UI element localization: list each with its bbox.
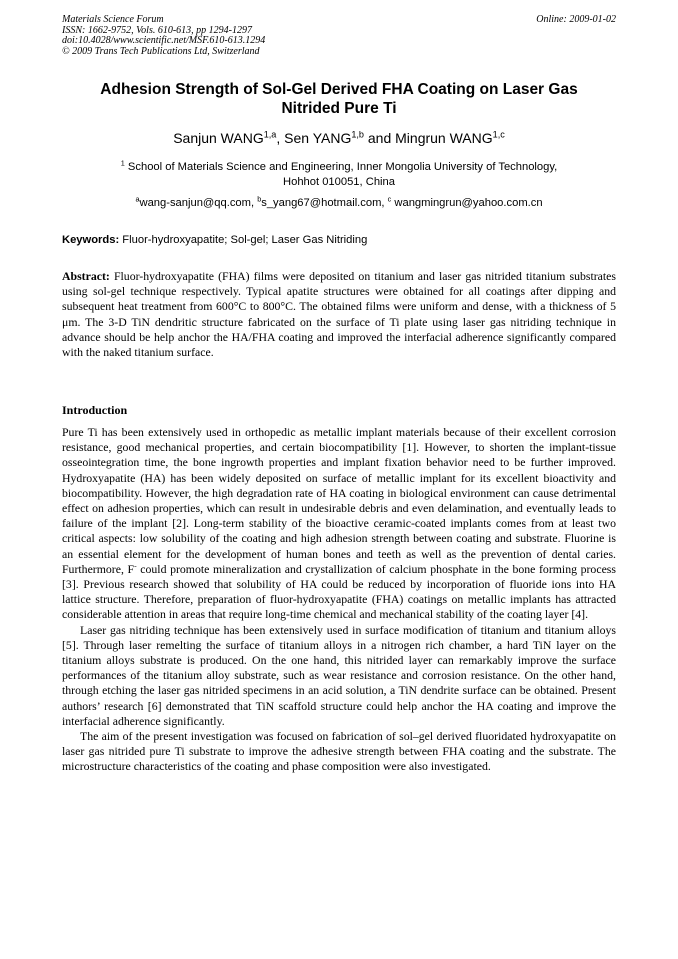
abstract (62, 269, 616, 360)
paper-title (62, 80, 616, 118)
intro-paragraph-3: The aim of the present investigation was focused on fabrication of sol–gel derived fluoridated hydroxyapatite on laser gas nitrided pure Ti substrate to improve the adhesive strength between FHA coating and the substrate. The microstructure characteristics of the coating and phase composition were also investigated. (62, 729, 616, 774)
online-date: Online: 2009-01-02 (536, 14, 616, 25)
author-3-affil: 1,c (492, 129, 505, 140)
title-line-2: Nitrided Pure Ti (281, 100, 397, 117)
intro-paragraph-1-part-a: Pure Ti has been extensively used in orthopedic as metallic implant materials because of their excellent corrosion resistance, good mechanical properties, and certain biocompatibility [1]. However, to shorten the implant-tissue osseointegration time, the bone ingrowth properties and implant fixation behavior need to be further improved. Hydroxyapatite (HA) has been widely deposited on surface of metallic implant for its excellent bioactivity and biocompatibility. However, the high degradation rate of HA coating in biological environment can cause detrimental effect on adhesion properties, which can result in undesirable debris and even delamination, and eventually leads to failure of the implant [2]. Long-term stability of the bioactive ceramic-coated implants comes from at least two critical aspects: low solubility of the coating and high adhesion strength between coating and substrate. Fluorine is an essential element for the development of human bones and teeth as well as the prevention of dental caries. Furthermore, F (62, 425, 616, 576)
author-1: Sanjun WANG (173, 130, 264, 146)
keywords-label: Keywords: (62, 234, 120, 246)
email-c: wangmingrun@yahoo.com.cn (391, 197, 543, 209)
keywords-text: Fluor-hydroxyapatite; Sol-gel; Laser Gas Nitriding (119, 234, 368, 246)
email-marker-a: a (135, 194, 140, 204)
email-marker-b: b (257, 194, 262, 204)
introduction-heading: Introduction (62, 403, 128, 417)
keywords (62, 233, 616, 248)
affiliation (62, 160, 616, 190)
email-a: wang-sanjun@qq.com, (139, 197, 258, 209)
abstract-text: Fluor-hydroxyapatite (FHA) films were deposited on titanium and laser gas nitrided titanium substrates using sol-gel technique respectively. Typical apatite structures were obtained for all coatings after dipping and subsequent heat treatment from 600°C to 800°C. The obtained films were uniform and dense, with a thickness of 5 μm. The 3-D TiN dendritic structure fabricated on the surface of Ti plate using laser gas nitriding technique in advance should be help anchor the HA/FHA coating and improved the interfacial adherence significantly compared with the naked titanium surface. (62, 269, 616, 360)
fluoride-superscript: - (134, 560, 137, 570)
intro-paragraph-1-part-b: could promote mineralization and crystallization of calcium phosphate in the bone forming process [3]. Previous research showed that solubility of HA could be reduced by incorporation of fluoride ions into HA lattice structure. Therefore, preparation of fluor-hydroxyapatite (FHA) coatings on metallic implants has attracted considerable attention in areas that require long-time chemical and mechanical stability of the coating layer [4]. (62, 561, 616, 622)
author-list (62, 129, 616, 147)
author-separator: and (364, 130, 396, 146)
doi-line: doi:10.4028/www.scientific.net/MSF.610-613.1294 (62, 35, 266, 46)
copyright-line: © 2009 Trans Tech Publications Ltd, Switzerland (62, 45, 260, 57)
email-list (62, 196, 616, 211)
issn-line: ISSN: 1662-9752, Vols. 610-613, pp 1294-1297 (62, 24, 252, 36)
author-separator: , (276, 130, 285, 146)
affiliation-marker: 1 (120, 158, 125, 168)
author-1-affil: 1,a (263, 129, 277, 140)
affiliation-line-2: Hohhot 010051, China (283, 176, 395, 188)
journal-header (62, 15, 616, 57)
email-marker-c: c (387, 194, 392, 204)
intro-paragraph-2: Laser gas nitriding technique has been extensively used in surface modification of titanium and titanium alloys [5]. Through laser remelting the surface of titanium alloys in a nitrogen rich chamber, a hard TiN layer on the titanium alloys substrate is produced. On the one hand, this nitrided layer can remarkably improve the surface performances of the titanium alloy substrate, such as wear resistance and corrosion resistance. On the other hand, through etching the laser gas nitrided specimens in an acid solution, a TiN dendrite surface can be obtained. Present authors’ research [6] demonstrated that TiN scaffold structure could help anchor the HA coating and improve the interfacial adherence significantly. (62, 622, 616, 728)
email-b: s_yang67@hotmail.com, (261, 197, 388, 209)
author-2-affil: 1,b (351, 129, 364, 140)
author-2: Sen YANG (284, 130, 352, 146)
title-line-1: Adhesion Strength of Sol-Gel Derived FHA Coating on Laser Gas (100, 81, 578, 98)
author-3: Mingrun WANG (395, 130, 493, 146)
introduction-body (62, 425, 616, 775)
abstract-label: Abstract: (62, 269, 110, 283)
journal-name: Materials Science Forum (62, 14, 164, 25)
intro-paragraph-1 (62, 425, 616, 623)
affiliation-line-1: School of Materials Science and Engineering, Inner Mongolia University of Technology, (124, 161, 558, 173)
